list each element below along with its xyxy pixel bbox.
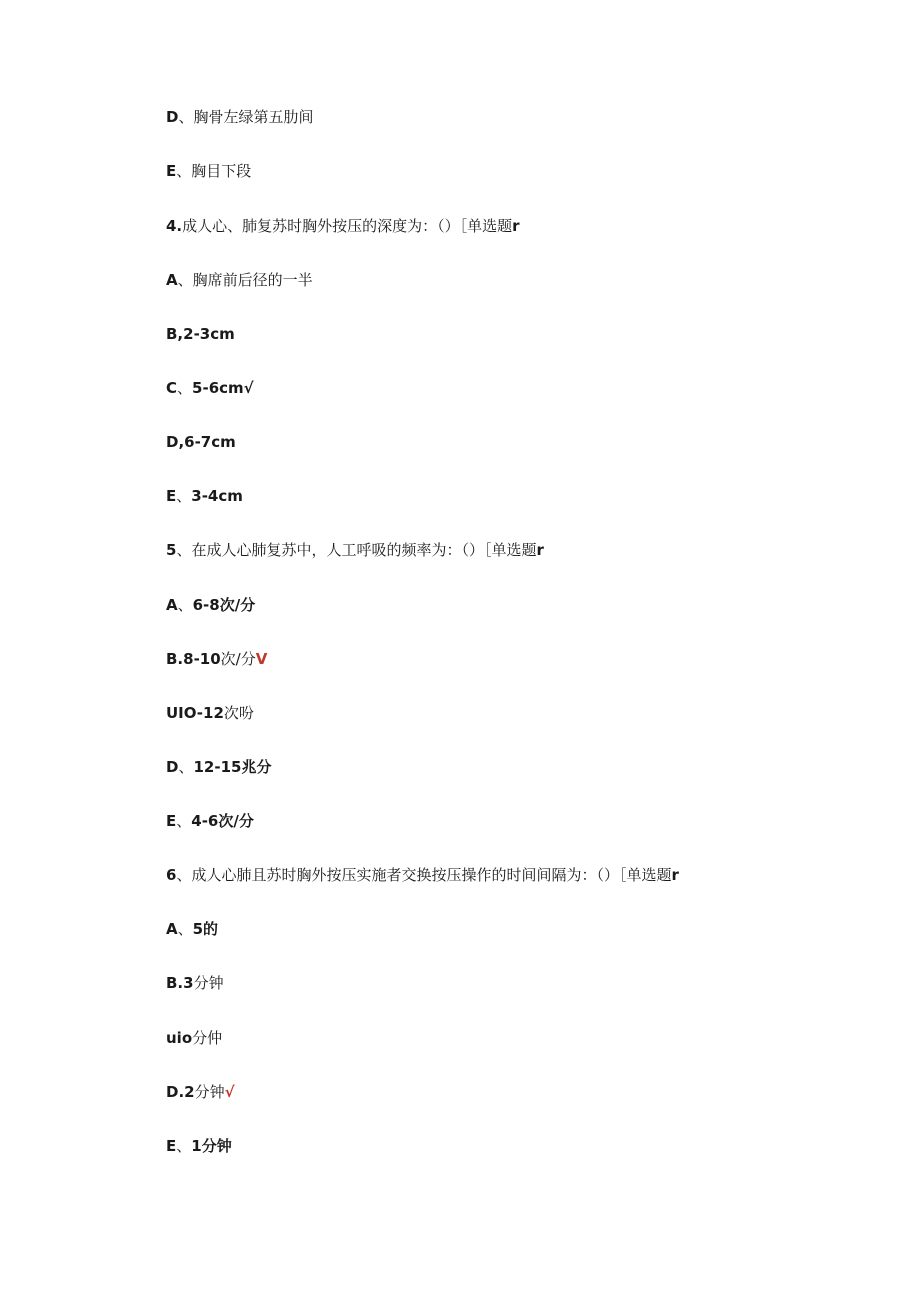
option-separator: 、 (177, 596, 193, 614)
question-text: 、成人心肺且苏时胸外按压实施者交换按压操作的时间间隔为：（）［单选题 (176, 866, 672, 884)
option-text: 1分钟 (191, 1137, 232, 1155)
option-text: D,6-7cm (166, 433, 236, 451)
option-unit: 分仲 (192, 1029, 223, 1047)
option-unit: 分钟 (193, 974, 224, 992)
option-text: 5-6cm√ (192, 379, 254, 397)
option-letter: E (166, 1137, 177, 1155)
option-text: B,2-3cm (166, 325, 235, 343)
question-line (166, 216, 520, 236)
option-line (166, 324, 235, 344)
option-text: 4-6次/分 (191, 812, 254, 830)
option-line (166, 757, 271, 777)
option-text: 3-4cm (191, 487, 243, 505)
option-value: B.3 (166, 974, 194, 992)
option-separator: 、 (178, 758, 194, 776)
question-line (166, 865, 679, 885)
question-type-tail: r (671, 866, 679, 884)
option-separator: 、 (177, 379, 193, 397)
question-text: 、在成人心肺复苏中，人工呼吸的频率为：（）［单选题 (176, 541, 537, 559)
option-value: uio (166, 1029, 193, 1047)
option-value: D.2 (166, 1083, 195, 1101)
option-letter: A (166, 596, 178, 614)
question-text: 成人心、肺复苏时胸外按压的深度为：（）［单选题 (182, 217, 513, 235)
option-letter: E (166, 162, 177, 180)
option-line (166, 378, 254, 398)
question-number: 6 (166, 866, 177, 884)
option-value: UIO-12 (166, 704, 224, 722)
option-line (166, 1028, 222, 1048)
option-value: B.8-10 (166, 650, 221, 668)
option-line (166, 973, 224, 993)
question-line (166, 540, 544, 560)
question-number: 5 (166, 541, 177, 559)
option-line (166, 161, 251, 181)
option-line (166, 432, 236, 452)
option-letter: A (166, 920, 178, 938)
option-unit: 次/分 (220, 650, 256, 668)
option-text: 5的 (192, 920, 219, 938)
option-line (166, 649, 267, 669)
option-separator: 、 (176, 487, 192, 505)
option-text: 6-8次/分 (192, 596, 256, 614)
correct-mark: √ (224, 1083, 235, 1101)
option-separator: 、 (176, 812, 192, 830)
option-line (166, 1082, 235, 1102)
option-letter: D (166, 758, 179, 776)
option-line (166, 107, 313, 127)
option-letter: E (166, 812, 177, 830)
option-line (166, 595, 255, 615)
question-number: 4. (166, 217, 183, 235)
option-line (166, 270, 313, 290)
option-text: 、胸骨左绿第五肋间 (178, 108, 314, 126)
option-text: 、胸席前后径的一半 (177, 271, 313, 289)
option-unit: 次吩 (223, 704, 254, 722)
option-letter: D (166, 108, 179, 126)
option-text: 、胸目下段 (176, 162, 252, 180)
option-letter: C (166, 379, 178, 397)
option-line (166, 703, 254, 723)
correct-mark: V (255, 650, 268, 668)
option-line (166, 486, 243, 506)
option-separator: 、 (176, 1137, 192, 1155)
option-line (166, 919, 218, 939)
question-type-tail: r (512, 217, 520, 235)
option-text: 12-15兆分 (193, 758, 272, 776)
option-line (166, 811, 254, 831)
option-letter: A (166, 271, 178, 289)
option-separator: 、 (177, 920, 193, 938)
option-unit: 分钟 (194, 1083, 225, 1101)
option-line (166, 1136, 232, 1156)
option-letter: E (166, 487, 177, 505)
question-type-tail: r (536, 541, 544, 559)
